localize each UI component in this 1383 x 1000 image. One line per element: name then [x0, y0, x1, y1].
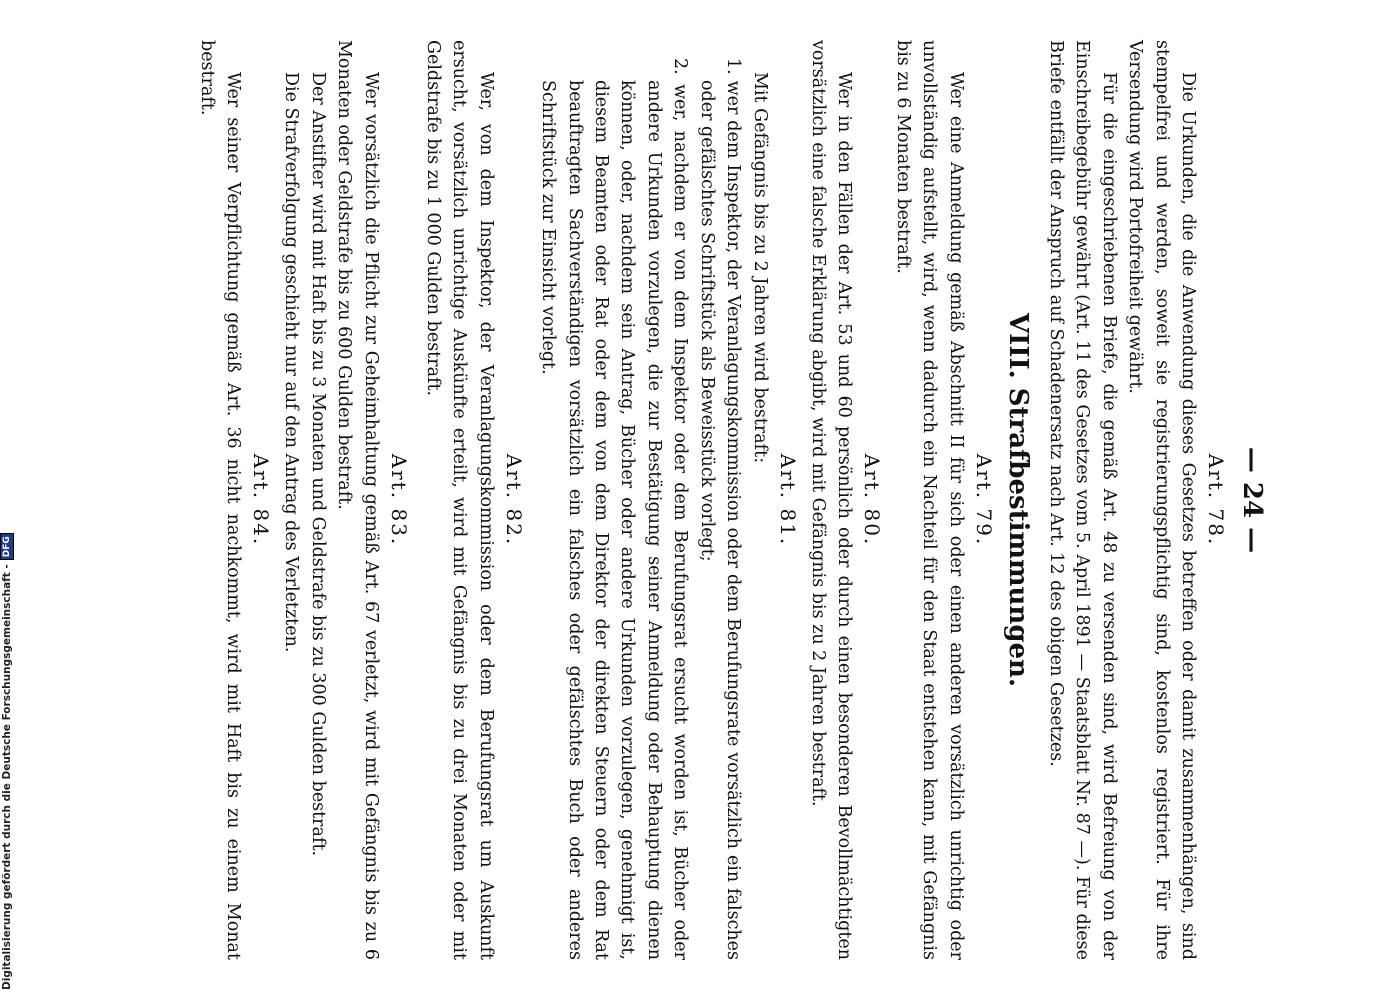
- article-79-heading: Art. 79.: [971, 453, 996, 547]
- article-78-heading: Art. 78.: [1204, 453, 1228, 547]
- article-82-paragraph: Wer, von dem Inspektor, der Veranlagungskommission oder dem Berufungsrat um Auskunft ersucht, vorsätzlich unrichtige Auskünfte erteilt, wird mit Gefängnis bis zu drei Monaten oder mit Geldstrafe bis zu 1 000 Gulden bestraft.: [423, 40, 496, 960]
- article-81-intro: Mit Gefängnis bis zu 2 Jahren wird bestraft:: [749, 72, 770, 464]
- article-81-item-1: 1. wer dem Inspektor, der Veranlagungskommission oder dem Berufungsrate vorsätzlich ein falsches oder gefälschtes Schriftstück als Beweisstück vorlegt;: [696, 58, 744, 960]
- article-83-paragraph-1: Wer vorsätzlich die Pflicht zur Geheimhaltung gemäß Art. 67 verletzt, wird mit Gefängnis bis zu 6 Monaten oder Geldstrafe bis zu 600 Gulden bestraft.: [334, 40, 381, 960]
- article-82-heading: Art. 82.: [501, 453, 526, 547]
- dfg-logo: DFG: [0, 533, 14, 560]
- page-content: [193, 40, 1269, 960]
- article-83-paragraph-3: Die Strafverfolgung geschieht nur auf den Antrag des Verletzten.: [281, 72, 302, 653]
- article-83-heading: Art. 83.: [386, 453, 411, 547]
- article-84-paragraph: Wer seiner Verpflichtung gemäß Art. 36 nicht nachkommt, wird mit Haft bis zu einem Monat bestraft.: [196, 40, 244, 960]
- document-page: [154, 0, 1279, 1000]
- article-83-paragraph-2: Der Anstifter wird mit Haft bis zu 3 Monaten und Geldstrafe bis zu 300 Gulden bestraft.: [307, 72, 328, 857]
- article-81-heading: Art. 81.: [775, 453, 800, 547]
- article-79-paragraph: Wer eine Anmeldung gemäß Abschnitt II für sich oder einen anderen vorsätzlich unrichtig oder unvollständig aufstellt, wird, wenn dadurch ein Nachteil für den Staat entstehen kann, mit Gefängnis bis zu 6 Monaten bestraft.: [892, 40, 966, 960]
- article-81-item-2: 2. wer, nachdem er von dem Inspektor oder dem Berufungsrat ersucht worden ist, Bücher oder andere Urkunden vorzulegen, die zur Bestätigung seiner Anmeldung oder Behauptung dienen können, oder, nachdem sein Antrag, Bücher oder andere Urkunden vorzulegen, genehmigt ist, diesem Beamten oder Rat oder dem von dem Direktor der direkten Steuern oder dem Rat beauftragten Sachverständigen vorsätzlich ein falsches oder gefälschtes Buch oder anderes Schriftstück zur Einsicht vorlegt.: [538, 58, 691, 960]
- article-78-paragraph-1: Die Urkunden, die die Anwendung dieses Gesetzes betreffen oder damit zusammenhängen, sind stempelfrei und werden, soweit sie registrierungspflichtig sind, kostenlos registriert. Für ihre Versendung wird Portofreiheit gewährt.: [1125, 40, 1198, 960]
- article-78-paragraph-2: Für die eingeschriebenen Briefe, die gemäß Art. 48 zu versenden sind, wird Befreiung von der Einschreibegebühr gewährt (Art. 11 des Gesetzes vom 5. April 1891 — Staatsblatt Nr. 87 —). Für diese Briefe entfällt der Anspruch auf Schadenersatz nach Art. 12 des obigen Gesetzes.: [1045, 40, 1119, 960]
- credit-text: Digitalisierung gefördert durch die Deutsche Forschungsgemeinschaft -: [1, 564, 13, 990]
- digitization-credit: [0, 536, 14, 990]
- article-80-heading: Art. 80.: [860, 453, 885, 547]
- page-number: — 24 —: [1237, 446, 1267, 554]
- article-84-heading: Art. 84.: [249, 453, 274, 547]
- article-80-paragraph: Wer in den Fällen der Art. 53 und 60 persönlich oder durch einen besonderen Bevollmächtigten vorsätzlich eine falsche Erklärung abgibt, wird mit Gefängnis bis zu 2 Jahren bestraft.: [807, 40, 855, 960]
- section-heading: VIII. Strafbestimmungen.: [1002, 312, 1033, 688]
